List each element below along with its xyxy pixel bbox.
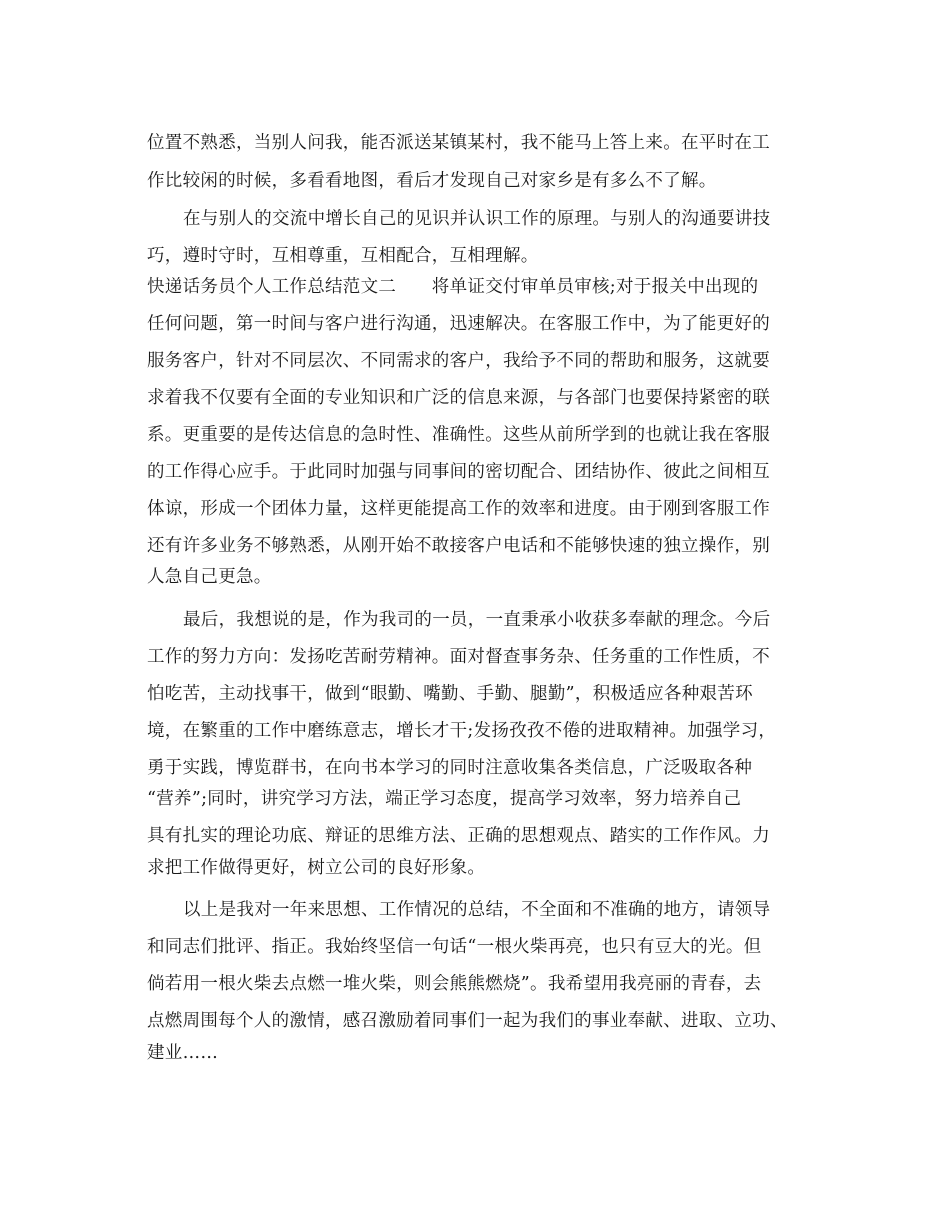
text-line: 怕吃苦，主动找事干，做到“眼勤、嘴勤、手勤、腿勤”，积极适应各种艰苦环 (147, 684, 753, 704)
text-line: 境，在繁重的工作中磨练意志，增长才干;发扬孜孜不倦的进取精神。加强学习， (147, 721, 777, 741)
text-line: 工作的努力方向：发扬吃苦耐劳精神。面对督查事务杂、任务重的工作性质，不 (147, 647, 770, 667)
text-line: 任何问题，第一时间与客户进行沟通，迅速解决。在客服工作中，为了能更好的 (147, 314, 770, 334)
text-line: 求把工作做得更好，树立公司的良好形象。 (147, 858, 486, 878)
text-line: 具有扎实的理论功底、辩证的思维方法、正确的思想观点、踏实的工作作风。力 (147, 826, 770, 846)
text-line: “营养”;同时，讲究学习方法，端正学习态度，提高学习效率，努力培养自己 (147, 789, 742, 809)
paragraph-start-line: 最后，我想说的是，作为我司的一员，一直秉承小收获多奉献的理念。今后 (183, 610, 771, 630)
text-line: 服务客户，针对不同层次、不同需求的客户，我给予不同的帮助和服务，这就要 (147, 351, 770, 371)
text-line: 倘若用一根火柴去点燃一堆火柴，则会熊熊燃烧”。我希望用我亮丽的青春，去 (147, 974, 762, 994)
text-line: 勇于实践，博览群书，在向书本学习的同时注意收集各类信息，广泛吸取各种 (147, 758, 753, 778)
text-line: 人急自己更急。 (147, 567, 272, 587)
text-line: 点燃周围每个人的激情，感召激励着同事们一起为我们的事业奉献、进取、立功、 (147, 1011, 788, 1031)
text-line: 位置不熟悉，当别人问我，能否派送某镇某村，我不能马上答上来。在平时在工 (147, 133, 770, 153)
text-line: 还有许多业务不够熟悉，从刚开始不敢接客户电话和不能够快速的独立操作，别 (147, 536, 770, 556)
paragraph-start-line: 以上是我对一年来思想、工作情况的总结，不全面和不准确的地方，请领导 (183, 900, 771, 920)
text-line: 建业…… (147, 1043, 219, 1063)
text-line: 作比较闲的时候，多看看地图，看后才发现自己对家乡是有多么不了解。 (147, 171, 717, 191)
text-line: 和同志们批评、指正。我始终坚信一句话“一根火柴再亮，也只有豆大的光。但 (147, 937, 762, 957)
text-line: 体谅，形成一个团体力量，这样更能提高工作的效率和进度。由于刚到客服工作 (147, 499, 770, 519)
text-line: 求着我不仅要有全面的专业知识和广泛的信息来源，与各部门也要保持紧密的联 (147, 388, 770, 408)
section-heading-line: 快递话务员个人工作总结范文二 将单证交付审单员审核;对于报关中出现的 (147, 277, 759, 297)
text-line: 的工作得心应手。于此同时加强与同事间的密切配合、团结协作、彼此之间相互 (147, 462, 770, 482)
text-line: 系。更重要的是传达信息的急时性、准确性。这些从前所学到的也就让我在客服 (147, 425, 770, 445)
paragraph-start-line: 在与别人的交流中增长自己的见识并认识工作的原理。与别人的沟通要讲技 (183, 209, 771, 229)
text-line: 巧，遵时守时，互相尊重，互相配合，互相理解。 (147, 246, 539, 266)
